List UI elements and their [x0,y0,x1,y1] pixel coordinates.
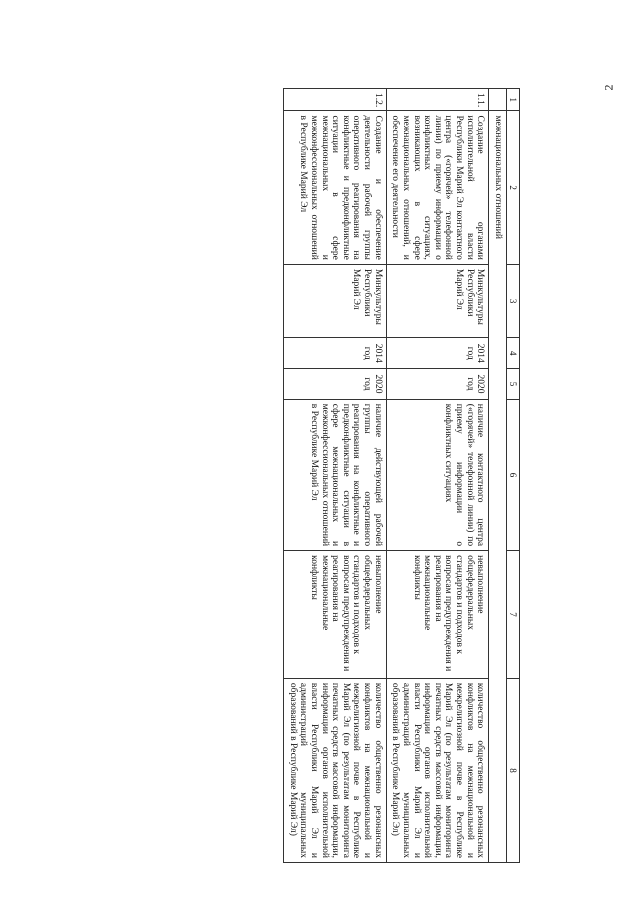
indicator-cell: количество общественно резонансных конфликтов на межнациональной и межрелигиозной почве в Республике Марий Эл (по результатам мониторинга печатных средств массовой информации, информации органов исполнительной власти Республики Марий Эл и администраций муниципальных образований в Республике Марий Эл) [386,678,489,862]
col-header-7: 7 [506,551,519,679]
col-header-5: 5 [506,369,519,400]
measures-table [283,88,520,863]
section-num-cell [489,89,507,111]
col-header-8: 8 [506,678,519,862]
executor-cell: Минкультуры Республики Марий Эл [386,264,489,338]
section-title: межнациональных отношений [489,111,507,863]
col-header-3: 3 [506,264,519,338]
col-header-2: 2 [506,111,519,264]
risk-cell: невыполнение общефедеральных стандартов и подходов к вопросам предупреждения и реагирования на межнациональные конфликты [386,551,489,679]
end-year-cell: 2020 год [284,369,387,400]
col-header-1: 1 [506,89,519,111]
end-year-cell: 2020 год [386,369,489,400]
page-number: 2 [601,84,616,91]
start-year-cell: 2014 год [386,338,489,369]
indicator-cell: количество общественно резонансных конфликтов на межнациональной и межрелигиозной почве в Республике Марий Эл (по результатам мониторинга печатных средств массовой информации, информации органов исполнительной власти Республики Марий Эл и администраций муниципальных образований в Республике Марий Эл) [284,678,387,862]
risk-cell: невыполнение общефедеральных стандартов и подходов к вопросам предупреждения и реагирования на межнациональные конфликты [284,551,387,679]
executor-cell: Минкультуры Республики Марий Эл [284,264,387,338]
measure-cell: Создание органами исполнительной власти Республики Марий Эл контактного центра («горячей» телефонной линии) по приему информации о конфликтных ситуациях, возникающих в сфере межнациональных отношений, и обеспечение его деятельности [386,111,489,264]
start-year-cell: 2014 год [284,338,387,369]
result-cell: наличие действующей рабочей группы оперативного реагирования на конфликтные и предконфликтные ситуации в сфере межнациональных и межконфессиональных отношений в Республике Марий Эл [284,399,387,550]
row-number: 1.1. [386,89,489,111]
measure-cell: Создание и обеспечение деятельности рабочей группы оперативного реагирования на конфликтные и предконфликтные ситуации в сфере межнациональных и межконфессиональных отношений в Республике Марий Эл [284,111,387,264]
col-header-4: 4 [506,338,519,369]
col-header-6: 6 [506,399,519,550]
table-row [386,89,489,863]
column-number-row [506,89,519,863]
row-number: 1.2. [284,89,387,111]
rotated-table-frame [100,88,520,863]
table-row [284,89,387,863]
section-row [489,89,507,863]
result-cell: наличие контактного центра («горячей» телефонной линии) по приему информации о конфликтных ситуациях [386,399,489,550]
